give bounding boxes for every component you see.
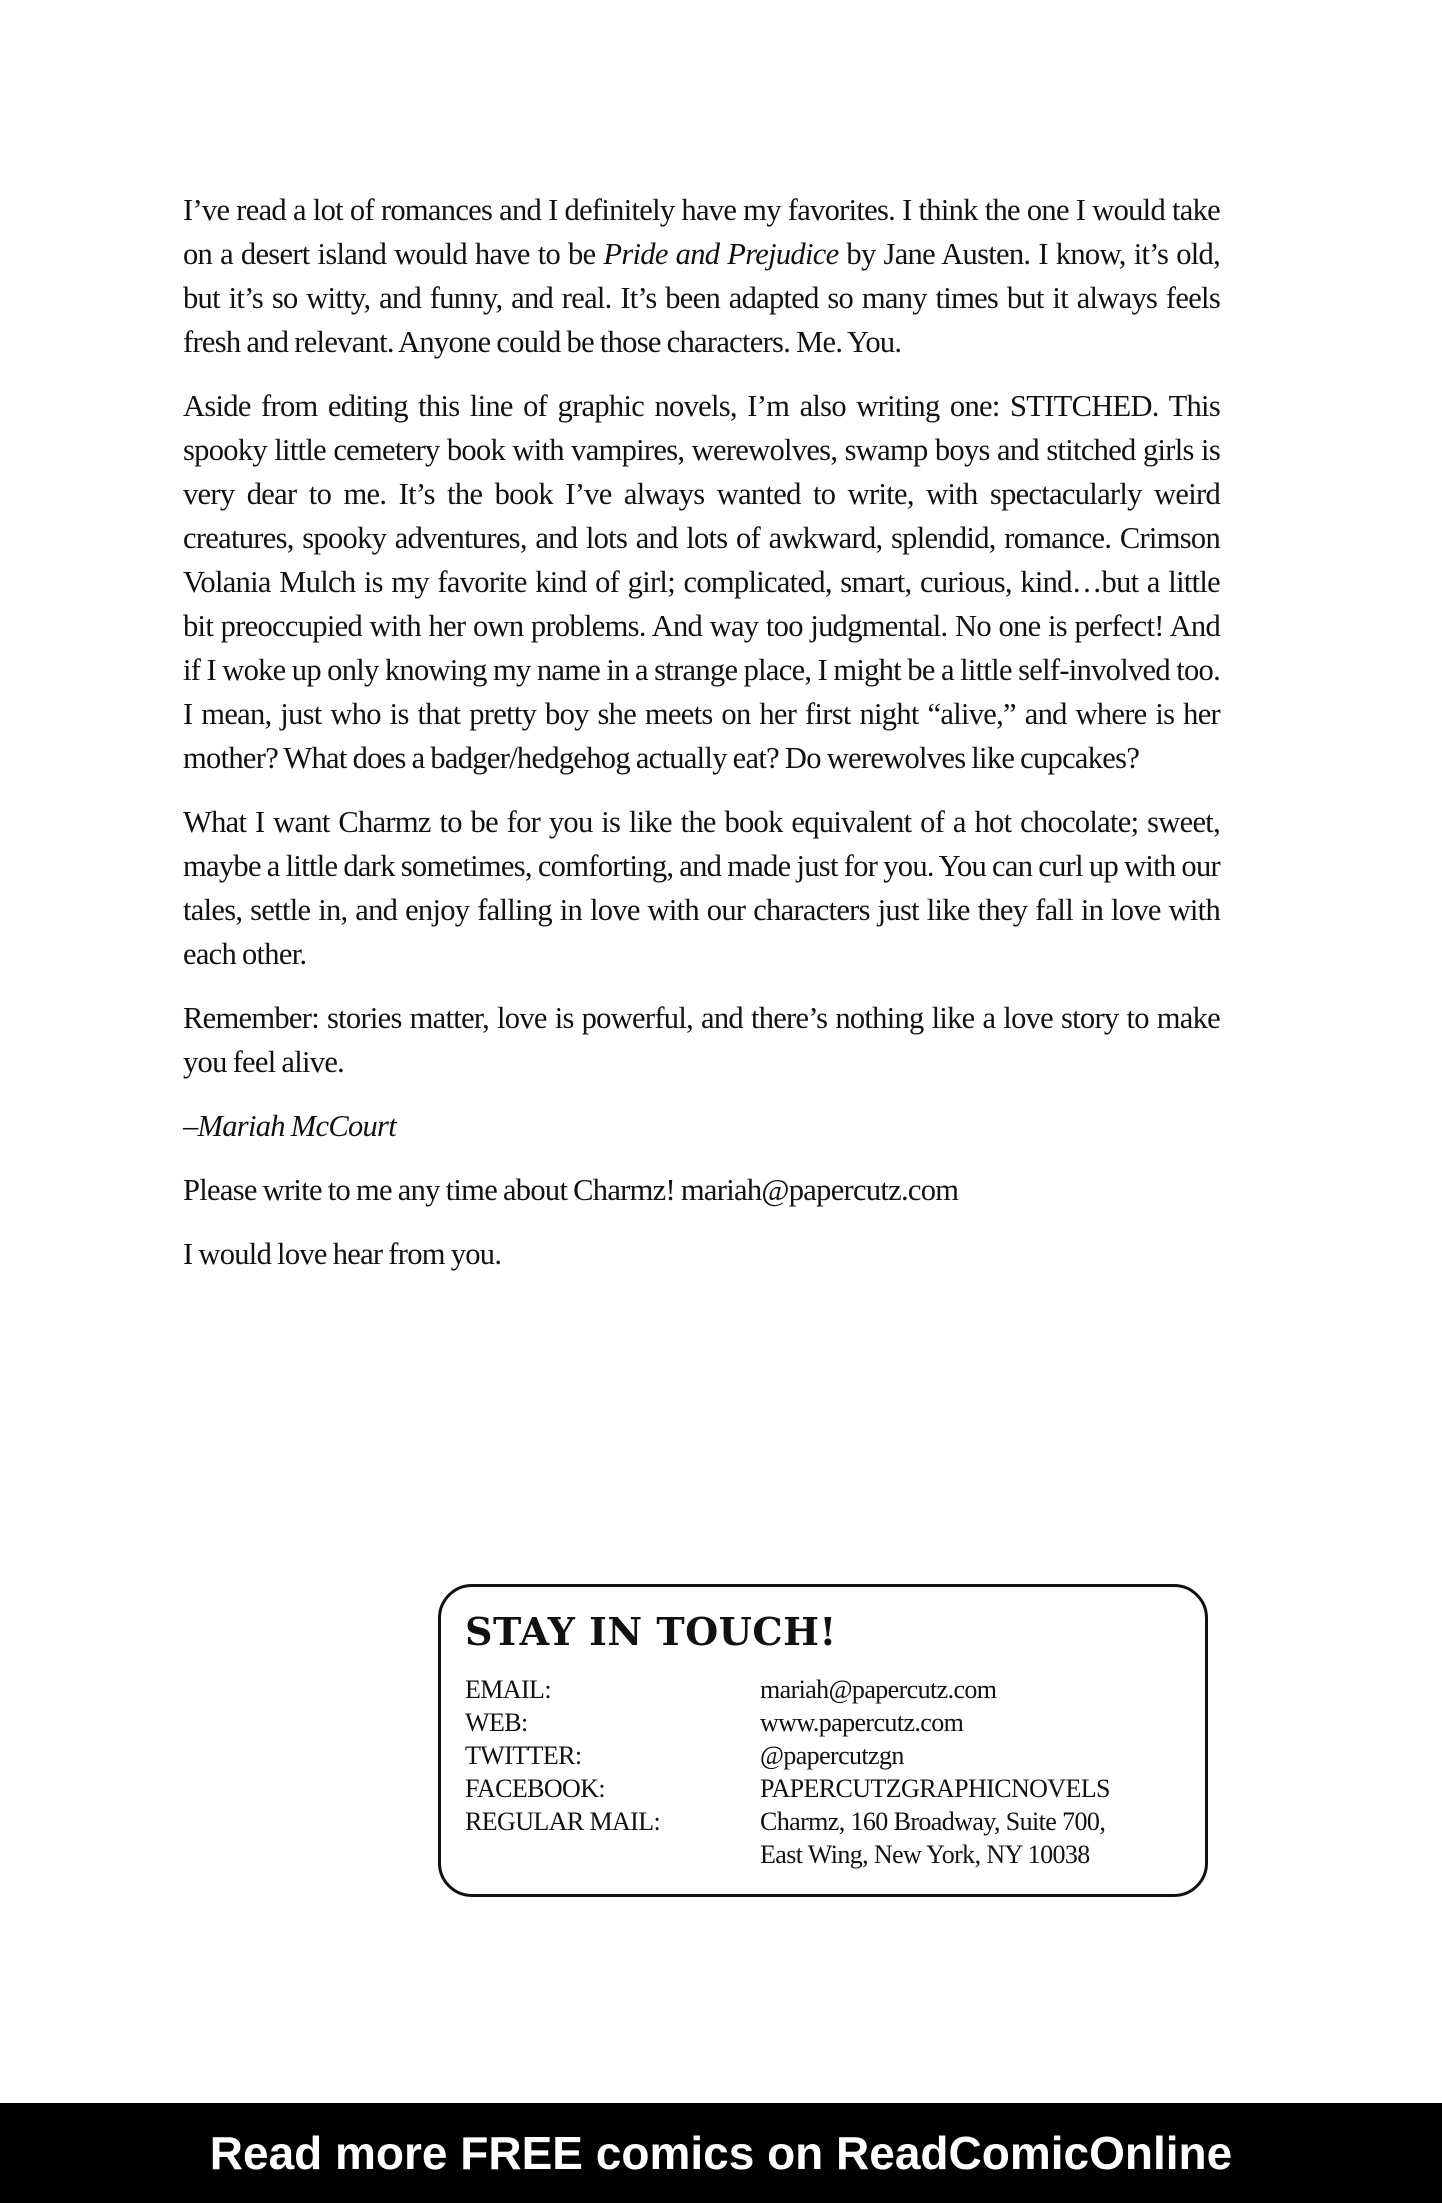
contact-row — [465, 1673, 1110, 1706]
contact-label: WEB: — [465, 1708, 528, 1737]
contact-label: FACEBOOK: — [465, 1774, 606, 1803]
text: I’ve read a lot of romances and I definitely have my favorites. I think the one I would take on a desert island would have to be — [183, 193, 1220, 271]
promo-banner[interactable] — [0, 2103, 1442, 2203]
paragraph: I would love hear from you. — [183, 1237, 502, 1271]
banner-text: Read more FREE comics on ReadComicOnline — [209, 2127, 1233, 2179]
paragraph: Remember: stories matter, love is powerful, and there’s nothing like a love story to make you feel alive. — [183, 1001, 1220, 1079]
contact-label: REGULAR MAIL: — [465, 1807, 661, 1836]
text: by Jane Austen. I know, it’s old, but it’s so witty, and funny, and real. It’s been adapted so many times but it always feels fresh and relevant. Anyone could be those characters. Me. You. — [183, 237, 1220, 359]
contact-row — [465, 1739, 1110, 1772]
contact-label: TWITTER: — [465, 1741, 582, 1770]
contact-box — [438, 1584, 1208, 1897]
contact-label — [465, 1838, 760, 1871]
paragraph: Please write to me any time about Charmz! mariah@papercutz.com — [183, 1173, 959, 1207]
contact-list — [465, 1673, 1110, 1871]
contact-row — [465, 1772, 1110, 1805]
paragraph — [183, 188, 1220, 364]
contact-value: www.papercutz.com — [760, 1708, 964, 1737]
contact-value: PAPERCUTZGRAPHICNOVELS — [760, 1774, 1110, 1803]
contact-value: East Wing, New York, NY 10038 — [760, 1840, 1090, 1869]
book-title: Pride and Prejudice — [603, 237, 839, 271]
letter-body — [183, 188, 1220, 1296]
contact-value: @papercutzgn — [760, 1741, 904, 1770]
signature: –Mariah McCourt — [183, 1109, 397, 1143]
contact-label: EMAIL: — [465, 1675, 551, 1704]
contact-value: mariah@papercutz.com — [760, 1675, 997, 1704]
contact-title: STAY IN TOUCH! — [465, 1609, 837, 1654]
contact-row — [465, 1838, 1110, 1871]
contact-row — [465, 1706, 1110, 1739]
contact-row — [465, 1805, 1110, 1838]
paragraph: Aside from editing this line of graphic novels, I’m also writing one: STITCHED. This spooky little cemetery book with vampires, werewolves, swamp boys and stitched girls is very dear to me. It’s the book I’ve always wanted to write, with spectacularly weird creatures, spooky adventures, and lots and lots of awkward, splendid, romance. Crimson Volania Mulch is my favorite kind of girl; complicated, smart, curious, kind…but a little bit preoccupied with her own problems. And way too judgmental. No one is perfect! And if I woke up only knowing my name in a strange place, I might be a little self-involved too. I mean, just who is that pretty boy she meets on her first night “alive,” and where is her mother? What does a badger/hedgehog actually eat? Do werewolves like cupcakes? — [183, 389, 1220, 775]
paragraph: What I want Charmz to be for you is like the book equivalent of a hot chocolate; sweet, maybe a little dark sometimes, comforting, and made just for you. You can curl up with our tales, settle in, and enjoy falling in love with our characters just like they fall in love with each other. — [183, 805, 1220, 971]
contact-value: Charmz, 160 Broadway, Suite 700, — [760, 1807, 1106, 1836]
